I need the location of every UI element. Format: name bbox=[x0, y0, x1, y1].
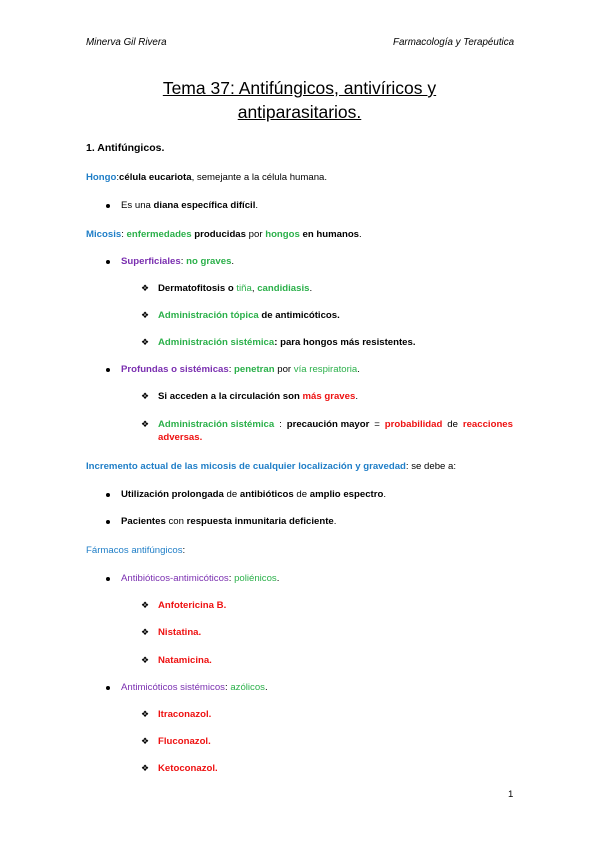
text: : se debe a: bbox=[405, 461, 457, 472]
text: Incremento actual de las micosis de cualquier localización y gravedad bbox=[86, 461, 406, 472]
list-item bbox=[158, 419, 513, 430]
text: reacciones bbox=[462, 419, 513, 430]
drug-item: Ketoconazol. bbox=[158, 763, 218, 774]
text: . bbox=[333, 516, 337, 527]
text: Administración tópica bbox=[158, 310, 259, 321]
text: precaución mayor bbox=[286, 419, 370, 430]
bullet-dot-icon bbox=[106, 686, 110, 690]
text: poliénicos bbox=[234, 573, 277, 584]
bullet-dot-icon bbox=[106, 493, 110, 497]
text: por bbox=[248, 229, 266, 240]
text: Dermatofitosis o bbox=[158, 283, 237, 294]
page-title-line2: antiparasitarios. bbox=[237, 102, 362, 122]
text: : para hongos más resistentes. bbox=[274, 337, 416, 348]
text: . bbox=[231, 256, 235, 267]
diamond-bullet-icon: ❖ bbox=[141, 655, 150, 665]
text: Profundas o sistémicas bbox=[121, 364, 229, 375]
list-item bbox=[121, 200, 258, 211]
text: vía respiratoria bbox=[293, 364, 358, 375]
drug-item: Nistatina. bbox=[158, 627, 202, 638]
text: . bbox=[264, 682, 268, 693]
text: por bbox=[274, 364, 294, 375]
text: : bbox=[182, 545, 186, 556]
text: . bbox=[309, 283, 313, 294]
text: hongos bbox=[265, 229, 300, 240]
text: : bbox=[180, 256, 187, 267]
bullet-dot-icon bbox=[106, 577, 110, 581]
text: azólicos bbox=[230, 682, 265, 693]
text: célula eucariota bbox=[119, 172, 192, 183]
text: , bbox=[251, 283, 258, 294]
text: Utilización prolongada bbox=[121, 489, 224, 500]
text: Antibióticos-antimicóticos bbox=[121, 573, 229, 584]
list-item bbox=[158, 337, 416, 348]
text: . bbox=[359, 229, 362, 240]
list-item bbox=[158, 310, 340, 321]
text: . bbox=[355, 391, 358, 402]
diamond-bullet-icon: ❖ bbox=[141, 419, 150, 429]
list-item bbox=[121, 364, 360, 375]
text: : bbox=[224, 682, 231, 693]
bullet-dot-icon bbox=[106, 368, 110, 372]
text: : bbox=[279, 419, 282, 430]
hongo-term: Hongo bbox=[86, 172, 117, 183]
list-item bbox=[121, 489, 386, 500]
text: Administración sistémica bbox=[158, 337, 275, 348]
text: Fármacos antifúngicos bbox=[86, 545, 183, 556]
text: con bbox=[165, 516, 187, 527]
page-number: 1 bbox=[508, 789, 514, 800]
text: . bbox=[255, 200, 259, 211]
text: = bbox=[374, 419, 380, 430]
drug-item: Anfotericina B. bbox=[158, 600, 227, 611]
text: de bbox=[447, 419, 458, 430]
text: Antimicóticos sistémicos bbox=[121, 682, 225, 693]
text: . bbox=[357, 364, 360, 375]
micosis-definition bbox=[86, 229, 362, 240]
diamond-bullet-icon: ❖ bbox=[141, 337, 150, 347]
drug-item: Natamicina. bbox=[158, 655, 212, 666]
text: Si acceden a la circulación son bbox=[158, 391, 303, 402]
list-item bbox=[121, 256, 234, 267]
hongo-definition bbox=[86, 172, 327, 183]
text: de antimicóticos. bbox=[258, 310, 340, 321]
diamond-bullet-icon: ❖ bbox=[141, 283, 150, 293]
text: enfermedades bbox=[126, 229, 192, 240]
bullet-dot-icon bbox=[106, 260, 110, 264]
text: probabilidad bbox=[384, 419, 443, 430]
diamond-bullet-icon: ❖ bbox=[141, 709, 150, 719]
text: de bbox=[223, 489, 240, 500]
list-item bbox=[158, 391, 358, 402]
text: . bbox=[383, 489, 386, 500]
bullet-dot-icon bbox=[106, 204, 110, 208]
diamond-bullet-icon: ❖ bbox=[141, 391, 150, 401]
text: tiña bbox=[236, 283, 252, 294]
incremento-heading bbox=[86, 461, 456, 472]
text: Pacientes bbox=[121, 516, 166, 527]
header-subject: Farmacología y Terapéutica bbox=[393, 37, 515, 48]
text: , semejante a la célula humana. bbox=[191, 172, 328, 183]
text: no graves bbox=[186, 256, 232, 267]
section-heading: 1. Antifúngicos. bbox=[86, 142, 165, 154]
diamond-bullet-icon: ❖ bbox=[141, 736, 150, 746]
text: candidiasis bbox=[257, 283, 310, 294]
text: : bbox=[228, 364, 235, 375]
text: Superficiales bbox=[121, 256, 181, 267]
text: Administración sistémica bbox=[158, 419, 275, 430]
list-item-continuation: adversas. bbox=[158, 432, 203, 443]
text: amplio espectro bbox=[309, 489, 384, 500]
list-item bbox=[121, 573, 279, 584]
list-item bbox=[121, 516, 336, 527]
text: de bbox=[293, 489, 310, 500]
farmacos-heading bbox=[86, 545, 185, 556]
diamond-bullet-icon: ❖ bbox=[141, 310, 150, 320]
text: antibióticos bbox=[239, 489, 294, 500]
header-author: Minerva Gil Rivera bbox=[86, 37, 167, 48]
text: diana específica difícil bbox=[153, 200, 256, 211]
text: . bbox=[276, 573, 280, 584]
text: penetran bbox=[234, 364, 275, 375]
list-item bbox=[158, 283, 312, 294]
text: producidas bbox=[191, 229, 249, 240]
micosis-term: Micosis bbox=[86, 229, 122, 240]
diamond-bullet-icon: ❖ bbox=[141, 600, 150, 610]
drug-item: Fluconazol. bbox=[158, 736, 211, 747]
diamond-bullet-icon: ❖ bbox=[141, 763, 150, 773]
text: : bbox=[116, 172, 120, 183]
diamond-bullet-icon: ❖ bbox=[141, 627, 150, 637]
text: : bbox=[121, 229, 127, 240]
text: Es una bbox=[121, 200, 154, 211]
text: : bbox=[228, 573, 235, 584]
text: respuesta inmunitaria deficiente bbox=[186, 516, 334, 527]
drug-item: Itraconazol. bbox=[158, 709, 212, 720]
text: en humanos bbox=[299, 229, 360, 240]
list-item bbox=[121, 682, 268, 693]
bullet-dot-icon bbox=[106, 520, 110, 524]
text: más graves bbox=[302, 391, 356, 402]
page-title-line1: Tema 37: Antifúngicos, antivíricos y bbox=[162, 78, 437, 98]
